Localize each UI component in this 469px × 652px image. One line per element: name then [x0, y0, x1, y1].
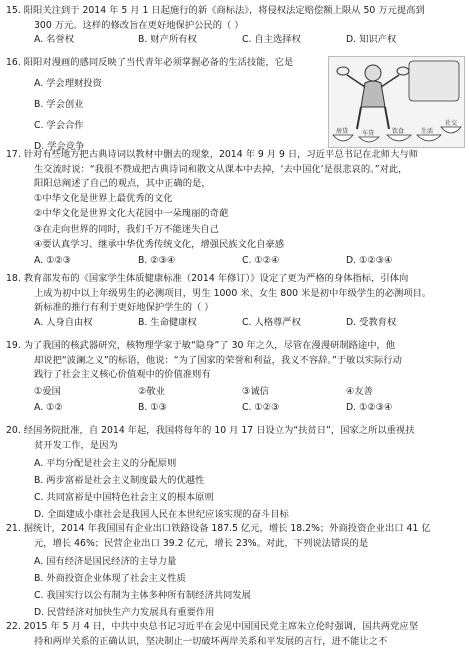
question-17 [6, 148, 463, 268]
cartoon-label-4: 生活 [421, 128, 434, 135]
q20-options [6, 457, 463, 525]
cartoon-label-2: 车贷 [362, 130, 375, 137]
q20-option-d[interactable]: D. 全面建成小康社会是我国人民在本世纪应该实现的奋斗目标 [34, 509, 289, 520]
q22-stem-2: 持和两岸关系的正确认识，坚决制止一切破坏两岸关系和平发展的言行，进不能让之不 [34, 635, 388, 647]
q19-item-3: ③诚信 [242, 385, 269, 397]
q21-option-c[interactable]: C. 我国实行以公有制为主体多种所有制经济共同发展 [34, 590, 251, 601]
q16-option-b[interactable]: B. 学会创业 [34, 98, 84, 110]
q17-item-2: ②中华文化是世界文化大花园中一朵瑰丽的奇葩 [34, 208, 229, 219]
q15-option-a[interactable]: A. 名誉权 [34, 34, 74, 45]
q21-option-a[interactable]: A. 国有经济是国民经济的主导力量 [34, 556, 177, 567]
q16-option-c[interactable]: C. 学会合作 [34, 119, 84, 131]
question-21 [6, 522, 463, 623]
q17-item-4: ④要认真学习、继承中华优秀传统文化，增强民族文化自豪感 [34, 239, 285, 250]
cartoon-label-1: 房贷 [336, 128, 349, 135]
q19-item-1: ①爱国 [34, 385, 61, 397]
q18-stem-2: 上成为初中以上年级男生的必测项目，男生 1000 米、女生 800 米是初中年级学生的必测项目。 [34, 287, 432, 299]
q16-option-d[interactable]: D. 学会竞争 [34, 140, 85, 152]
q18-options [6, 316, 463, 331]
q19-stem-1: 19. 为了我国的核武器研究，核物理学家于敏“隐身”了 30 年之久，尽管在漫漫研制路途中，他 [6, 340, 396, 351]
q16-stem: 16. 阳阳对漫画的感同反映了当代青年必须掌握必备的生活技能，它是 [6, 57, 294, 68]
q15-stem-1: 15. 阳阳关注到于 2014 年 5 月 1 日起施行的新《商标法》，将侵权法定赔偿额上限从 50 万元提高到 [6, 5, 425, 16]
question-20 [6, 424, 463, 525]
q15-option-b[interactable]: B. 财产所有权 [138, 34, 197, 45]
q21-option-b[interactable]: B. 外商投资企业体现了社会主义性质 [34, 573, 186, 584]
q19-options [6, 401, 463, 416]
q19-item-2: ②敬业 [138, 385, 165, 397]
q17-stem-1: 17. 针对有些地方把古典诗词以教材中删去的现象，2014 年 9 月 9 日，习近平总书记在北师大与师 [6, 149, 418, 160]
cartoon-illustration [328, 56, 465, 148]
question-15 [6, 4, 463, 48]
q17-option-c[interactable]: C. ①②④ [242, 254, 280, 266]
q20-option-b[interactable]: B. 两步富裕是社会主义制度最大的优越性 [34, 475, 205, 486]
q20-option-a[interactable]: A. 平均分配是社会主义的分配原则 [34, 458, 177, 469]
q21-option-d[interactable]: D. 民营经济对加快生产力发展具有重要作用 [34, 607, 215, 618]
q18-option-c[interactable]: C. 人格尊严权 [242, 316, 301, 328]
cartoon-figure-icon [329, 57, 464, 147]
q22-stem-1: 22. 2015 年 5 月 4 日，中共中央总书记习近平在会见中国国民党主席朱立伦时强调，国共两党应坚 [6, 621, 418, 632]
q16-option-a[interactable]: A. 学会理财投资 [34, 77, 102, 89]
question-22 [6, 620, 463, 649]
q19-option-b[interactable]: B. ①③ [138, 402, 167, 413]
q18-option-a[interactable]: A. 人身自由权 [34, 316, 93, 328]
q21-stem-1: 21. 据统计，2014 年我国国有企业出口铁路设备 187.5 亿元，增长 18.2%；外商投资企业出口 41 亿 [6, 523, 431, 534]
q19-option-a[interactable]: A. ①② [34, 402, 63, 413]
q20-option-c[interactable]: C. 共同富裕是中国特色社会主义的根本原则 [34, 492, 214, 503]
q18-stem-1: 18. 教育部发布的《国家学生体质健康标准（2014 年修订）》设定了更为严格的身体指标，引体向 [6, 273, 409, 284]
q20-stem-1: 20. 经国务院批准，自 2014 年起，我国将每年的 10 月 17 日设立为“扶贫日”，国家之所以重视扶 [6, 425, 415, 436]
q17-option-b[interactable]: B. ②③④ [138, 254, 176, 266]
q19-option-c[interactable]: C. ①②③ [242, 402, 280, 413]
q17-stem-3: 阳阳总阐述了自己的观点，其中正确的是， [34, 178, 211, 189]
q15-stem-2: 300 万元。这样的修改旨在更好地保护公民的（ ） [34, 19, 244, 31]
q21-stem-2: 元，增长 46%；民营企业出口 39.2 亿元，增长 23%。对此，下列说法错误的是 [34, 537, 369, 549]
q15-option-c[interactable]: C. 自主选择权 [242, 34, 301, 45]
q19-item-4: ④友善 [346, 385, 373, 397]
q17-stem-2: 生交流时说：“我很不赞成把古典诗词和散文从课本中去掉，‘去中国化’是很悲哀的。”对此， [34, 163, 408, 175]
q17-item-1: ①中华文化是世界上最优秀的文化 [34, 192, 173, 204]
q19-stem-2: 却说把“波澜之义”的标语，他说：“为了国家的荣誉和利益，我义不容辞。”于敏以实际行动 [34, 354, 402, 366]
q19-items [6, 385, 463, 400]
q18-option-d[interactable]: D. 受教育权 [346, 316, 397, 328]
q17-option-a[interactable]: A. ①②③ [34, 254, 72, 266]
q17-option-d[interactable]: D. ①②③④ [346, 254, 393, 266]
q18-stem-3: 新标准的推行有利于更好地保护学生的（ ） [34, 302, 214, 313]
q15-options [6, 33, 463, 48]
question-19 [6, 339, 463, 416]
q19-option-d[interactable]: D. ①②③④ [346, 402, 393, 413]
cartoon-label-5: 社交 [445, 120, 458, 127]
question-18 [6, 272, 463, 330]
q15-option-d[interactable]: D. 知识产权 [346, 34, 397, 45]
q20-stem-2: 贫开发工作，是因为 [34, 439, 118, 451]
q19-stem-3: 践行了社会主义核心价值观中的价值准则有 [34, 369, 211, 380]
q17-items [6, 192, 463, 254]
cartoon-label-3: 饮食 [392, 128, 405, 135]
q21-options [6, 555, 463, 623]
q18-option-b[interactable]: B. 生命健康权 [138, 316, 197, 328]
q17-options [6, 254, 463, 269]
q17-item-3: ③在走向世界的同时，我们千万不能迷失自己 [34, 223, 219, 235]
